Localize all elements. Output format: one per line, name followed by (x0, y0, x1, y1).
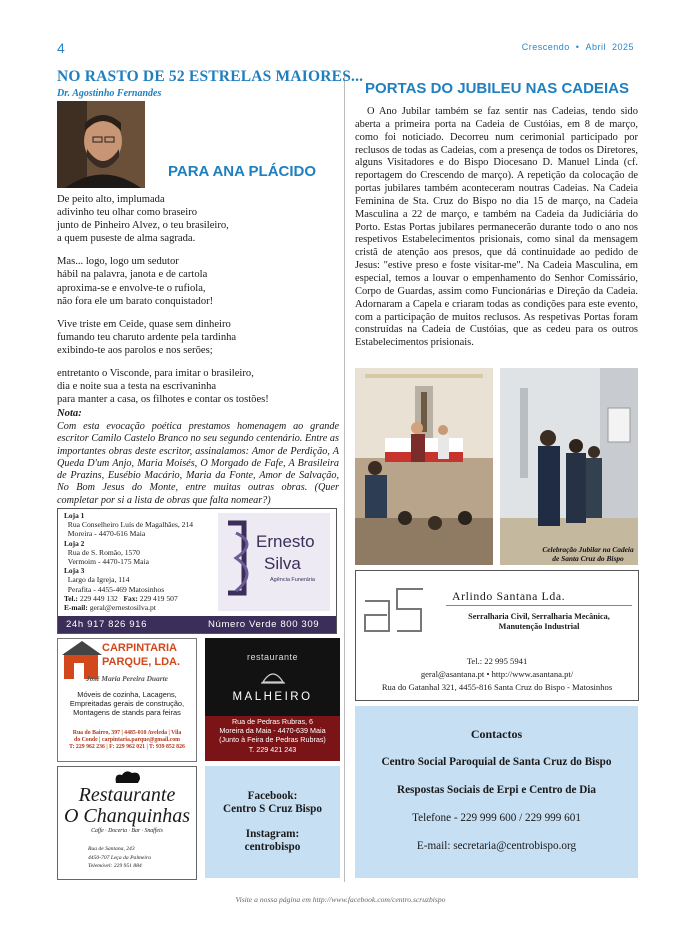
email-label: E-mail: (64, 603, 88, 613)
poem-line: para manter a casa, os filhotes e contar os tostões! (57, 394, 269, 406)
poem-line: hábil na palavra, janota e de cartola (57, 269, 208, 281)
poem-line: fumando teu charuto ardente pela tardinha (57, 331, 237, 343)
ernesto-phone-bar (58, 616, 336, 633)
page-number: 4 (57, 40, 65, 56)
malheiro-addr-line: T. 229 421 243 (248, 744, 297, 754)
article-title: PORTAS DO JUBILEU NAS CADEIAS (365, 80, 629, 97)
logo-ernesto-text: Ernesto (256, 532, 315, 551)
ad-malheiro (205, 638, 340, 760)
store-address: Vermoim - 4470-175 Maia (67, 557, 149, 567)
green-number: Número Verde 800 309 (208, 619, 320, 630)
carp-addr-line: do Conde | carpintaria.parque@gmail.com (74, 737, 180, 743)
poem-line: De peito alto, implumada (57, 194, 165, 205)
caption-line: Celebração Jubilar na Cadeia (542, 545, 634, 554)
chanquinhas-addr-line: 4450-707 Leça da Palmeira (88, 854, 151, 861)
santana-name: Arlindo Santana Lda. (452, 589, 566, 603)
contacts-phone: Telefone - 229 999 600 / 229 999 601 (412, 812, 581, 824)
poem-line: entretanto o Visconde, para imitar o brasileiro, (57, 368, 254, 380)
poem-line: adivinho teu olhar como braseiro (57, 207, 198, 219)
chef-hat-icon (112, 769, 144, 785)
carp-title-1: CARPINTARIA (102, 642, 177, 654)
poem-line: não fora ele um barato conquistador! (57, 295, 214, 307)
chanquinhas-addr-line: Telemóvel: 229 951 884 (88, 863, 142, 869)
poem-line: dia e noite sua a testa na escrivaninha (57, 381, 217, 393)
note-text: Com esta evocação poética prestamos homenagem ao grande escritor Camilo Castelo Branco no seu segundo centenário. Entre as importantes obras deste escritor, assinalamos: Amor de Perdição, A Queda D'um Anjo, Maria Moisés, O Morgado de Fafe, A Brasileira de Prazins, Eusébio Macário, Maria da Fonte, Amor de Salvação, No Bom Jesus do Monte, entre muitas outras obras. (Quer completar por si a lista de obras que falta nomear?) (57, 421, 339, 506)
author-byline: Dr. Agostinho Fernandes (57, 88, 162, 99)
poem (57, 193, 337, 416)
store-label: Loja 1 (64, 511, 85, 520)
chanquinhas-name-line: O Chanquinhas (63, 805, 191, 827)
carp-description (58, 690, 196, 717)
malheiro-address (205, 716, 340, 761)
store-label: Loja 2 (64, 538, 85, 548)
instagram-value[interactable]: centrobispo (244, 841, 301, 853)
carp-desc-line: Montagens de stands para feiras (73, 708, 181, 717)
contacts-box (355, 706, 638, 878)
issue-month: Abril (585, 42, 606, 52)
phone-24h: 24h 917 826 916 (66, 619, 148, 630)
poem-title: PARA ANA PLÁCIDO (168, 163, 317, 180)
santana-services (446, 612, 632, 632)
ad-arlindo-santana (355, 570, 639, 701)
cloche-icon (261, 666, 285, 686)
poem-line: aproxima-se e envolve-te o rufiola, (57, 282, 206, 294)
poem-line: a quem puseste de alma sagrada. (57, 233, 196, 245)
carp-desc-line: Móveis de cozinha, Lacagens, (77, 690, 177, 699)
poem-line: exibindo-te aos parolos e nos serões; (57, 344, 213, 356)
author-photo (57, 101, 145, 188)
chanquinhas-name-line: Restaurante (78, 784, 176, 806)
chanquinhas-address (88, 845, 188, 871)
facebook-value[interactable]: Centro S Cruz Bispo (223, 803, 322, 815)
poem-stanza (57, 255, 337, 307)
chapel-photo (355, 368, 493, 565)
as-logo-icon (363, 587, 425, 632)
logo-tag-text: Agência Funerária (270, 577, 315, 583)
publication-name: Crescendo (521, 42, 570, 52)
photo-caption (540, 545, 636, 563)
carp-addr-line: Rua do Bairro, 397 | 4485-010 Aveleda | Vila (72, 730, 182, 736)
logo-silva-text: Silva (264, 554, 301, 573)
contacts-services: Respostas Sociais de Erpi e Centro de Dia (397, 784, 596, 796)
poem-stanza (57, 193, 337, 245)
running-head (519, 42, 637, 52)
facebook-label: Facebook: (247, 790, 298, 802)
santana-service-line: Serralharia Civil, Serralharia Mecânica, (468, 612, 610, 621)
santana-address: Rua do Gatanhal 321, 4455-816 Santa Cruz do Bispo - Matosinhos (381, 682, 613, 692)
santana-service-line: Manutenção Industrial (498, 622, 580, 631)
poem-stanza (57, 367, 337, 406)
fax-value: 229 419 507 (139, 593, 178, 603)
poem-stanza (57, 318, 337, 357)
email-value: geral@ernestosilva.pt (89, 603, 156, 613)
chanquinhas-name (58, 785, 196, 827)
carp-desc-line: Empreitadas gerais de construção, (69, 699, 185, 708)
malheiro-addr-line: Moreira da Maia - 4470-639 Maia (219, 726, 326, 736)
fax-label: Fax: (123, 593, 138, 603)
ad-ernesto-info (64, 511, 224, 612)
store-address: Rua de S. Romão, 1570 (67, 547, 140, 557)
page-footer: Visite a nossa página em http://www.facebook.com/centro.scruzbispo (235, 895, 446, 904)
ernesto-logo (218, 513, 330, 611)
ad-carpintaria (57, 638, 197, 762)
store-address: Perafita - 4455-469 Matosinhos (67, 584, 165, 594)
store-address: Moreira - 4470-616 Maia (67, 529, 146, 539)
poem-line: junto de Pinheiro Alvez, o teu brasileiro, (57, 220, 229, 232)
column-title: NO RASTO DE 52 ESTRELAS MAIORES... (57, 68, 364, 85)
poem-line: Mas... logo, logo um sedutor (57, 256, 179, 268)
tel-value: 229 449 132 (79, 593, 118, 603)
malheiro-addr-line: (Junto à Feira de Pedras Rubras) (219, 735, 326, 745)
caption-line: de Santa Cruz do Bispo (552, 554, 624, 563)
store-address: Largo da Igreja, 114 (67, 575, 130, 585)
santana-tel: Tel.: 22 995 5941 (466, 656, 528, 666)
contacts-org: Centro Social Paroquial de Santa Cruz do Bispo (381, 756, 612, 768)
article-body: O Ano Jubilar também se faz sentir nas Cadeias, tendo sido aberta a primeira porta na Cadeia de Custóias, em 8 de março, como foi noticiado. Decorreu num cerimonial participado por reclusos de todas as Cadeias, com a presença de todos os Diretores, alguns Visitadores e do Bispo Diocesano D. Manuel Linda (cf. reportagem do Crescendo de março). A repetição da colocação de portas jubilares também aconteceram noutras Cadeias. Na Cadeia Feminina de Sta. Cruz do Bispo no dia 15 de março, na Cadeia Masculina a 22 de março, e também na Cadeia da Judiciária do Porto. Estas Portas jubilares permanecerão durante todo o ano nos respetivos Estabelecimentos prisionais, como sinal da mensagem cristã de atenção aos presos, que dá continuidade ao pedido de Jesus: "estive preso e foste visitar-me". Na Cadeia Masculina, em especial, temos a louvar o empenhamento do Senhor Comissário, Corpo de Guardas, assim como Funcionárias e Direção da Cadeia. Adornaram a Capela e criaram todas as condições para este evento, com a participação de muitos reclusos. As respetivas Portas foram construídas na Cadeia de Custóias, que as cedeu para os outros Estabelecimentos prisionais. (355, 106, 638, 349)
malheiro-line-1: restaurante (246, 652, 299, 662)
santana-mail-web[interactable]: geral@asantana.pt • http://www.asantana.pt/ (420, 669, 574, 679)
contacts-email[interactable]: E-mail: secretaria@centrobispo.org (416, 840, 577, 852)
store-address: Rua Conselheiro Luís de Magalhães, 214 (67, 520, 194, 530)
issue-year: 2025 (611, 42, 634, 52)
chanquinhas-addr-line: Rua de Santana, 243 (88, 846, 135, 852)
instagram-label: Instagram: (245, 828, 300, 840)
ad-chanquinhas (57, 766, 197, 880)
carp-addr-line: T: 229 962 236 | F: 229 962 021 | T: 939 852 826 (69, 744, 185, 750)
malheiro-line-2: MALHEIRO (232, 691, 313, 703)
hallway-photo (500, 368, 638, 565)
note-label: Nota: (57, 408, 82, 419)
contacts-title: Contactos (470, 727, 523, 741)
store-label: Loja 3 (64, 566, 85, 576)
carp-title-2: PARQUE, LDA. (102, 656, 181, 668)
column-divider (344, 72, 345, 882)
carp-owner: José Maria Pereira Duarte (86, 674, 168, 683)
ad-ernesto-silva (57, 508, 337, 634)
santana-divider (446, 605, 632, 606)
separator: • (575, 42, 580, 52)
poem-line: Vive triste em Ceide, quase sem dinheiro (57, 318, 231, 330)
carp-address (60, 730, 194, 751)
chanquinhas-tagline: Caffe · Doceria · Bar · Snaffeis (91, 828, 163, 834)
tel-label: Tel.: (64, 593, 78, 603)
social-box (205, 766, 340, 878)
malheiro-addr-line: Rua de Pedras Rubras, 6 (231, 717, 314, 726)
